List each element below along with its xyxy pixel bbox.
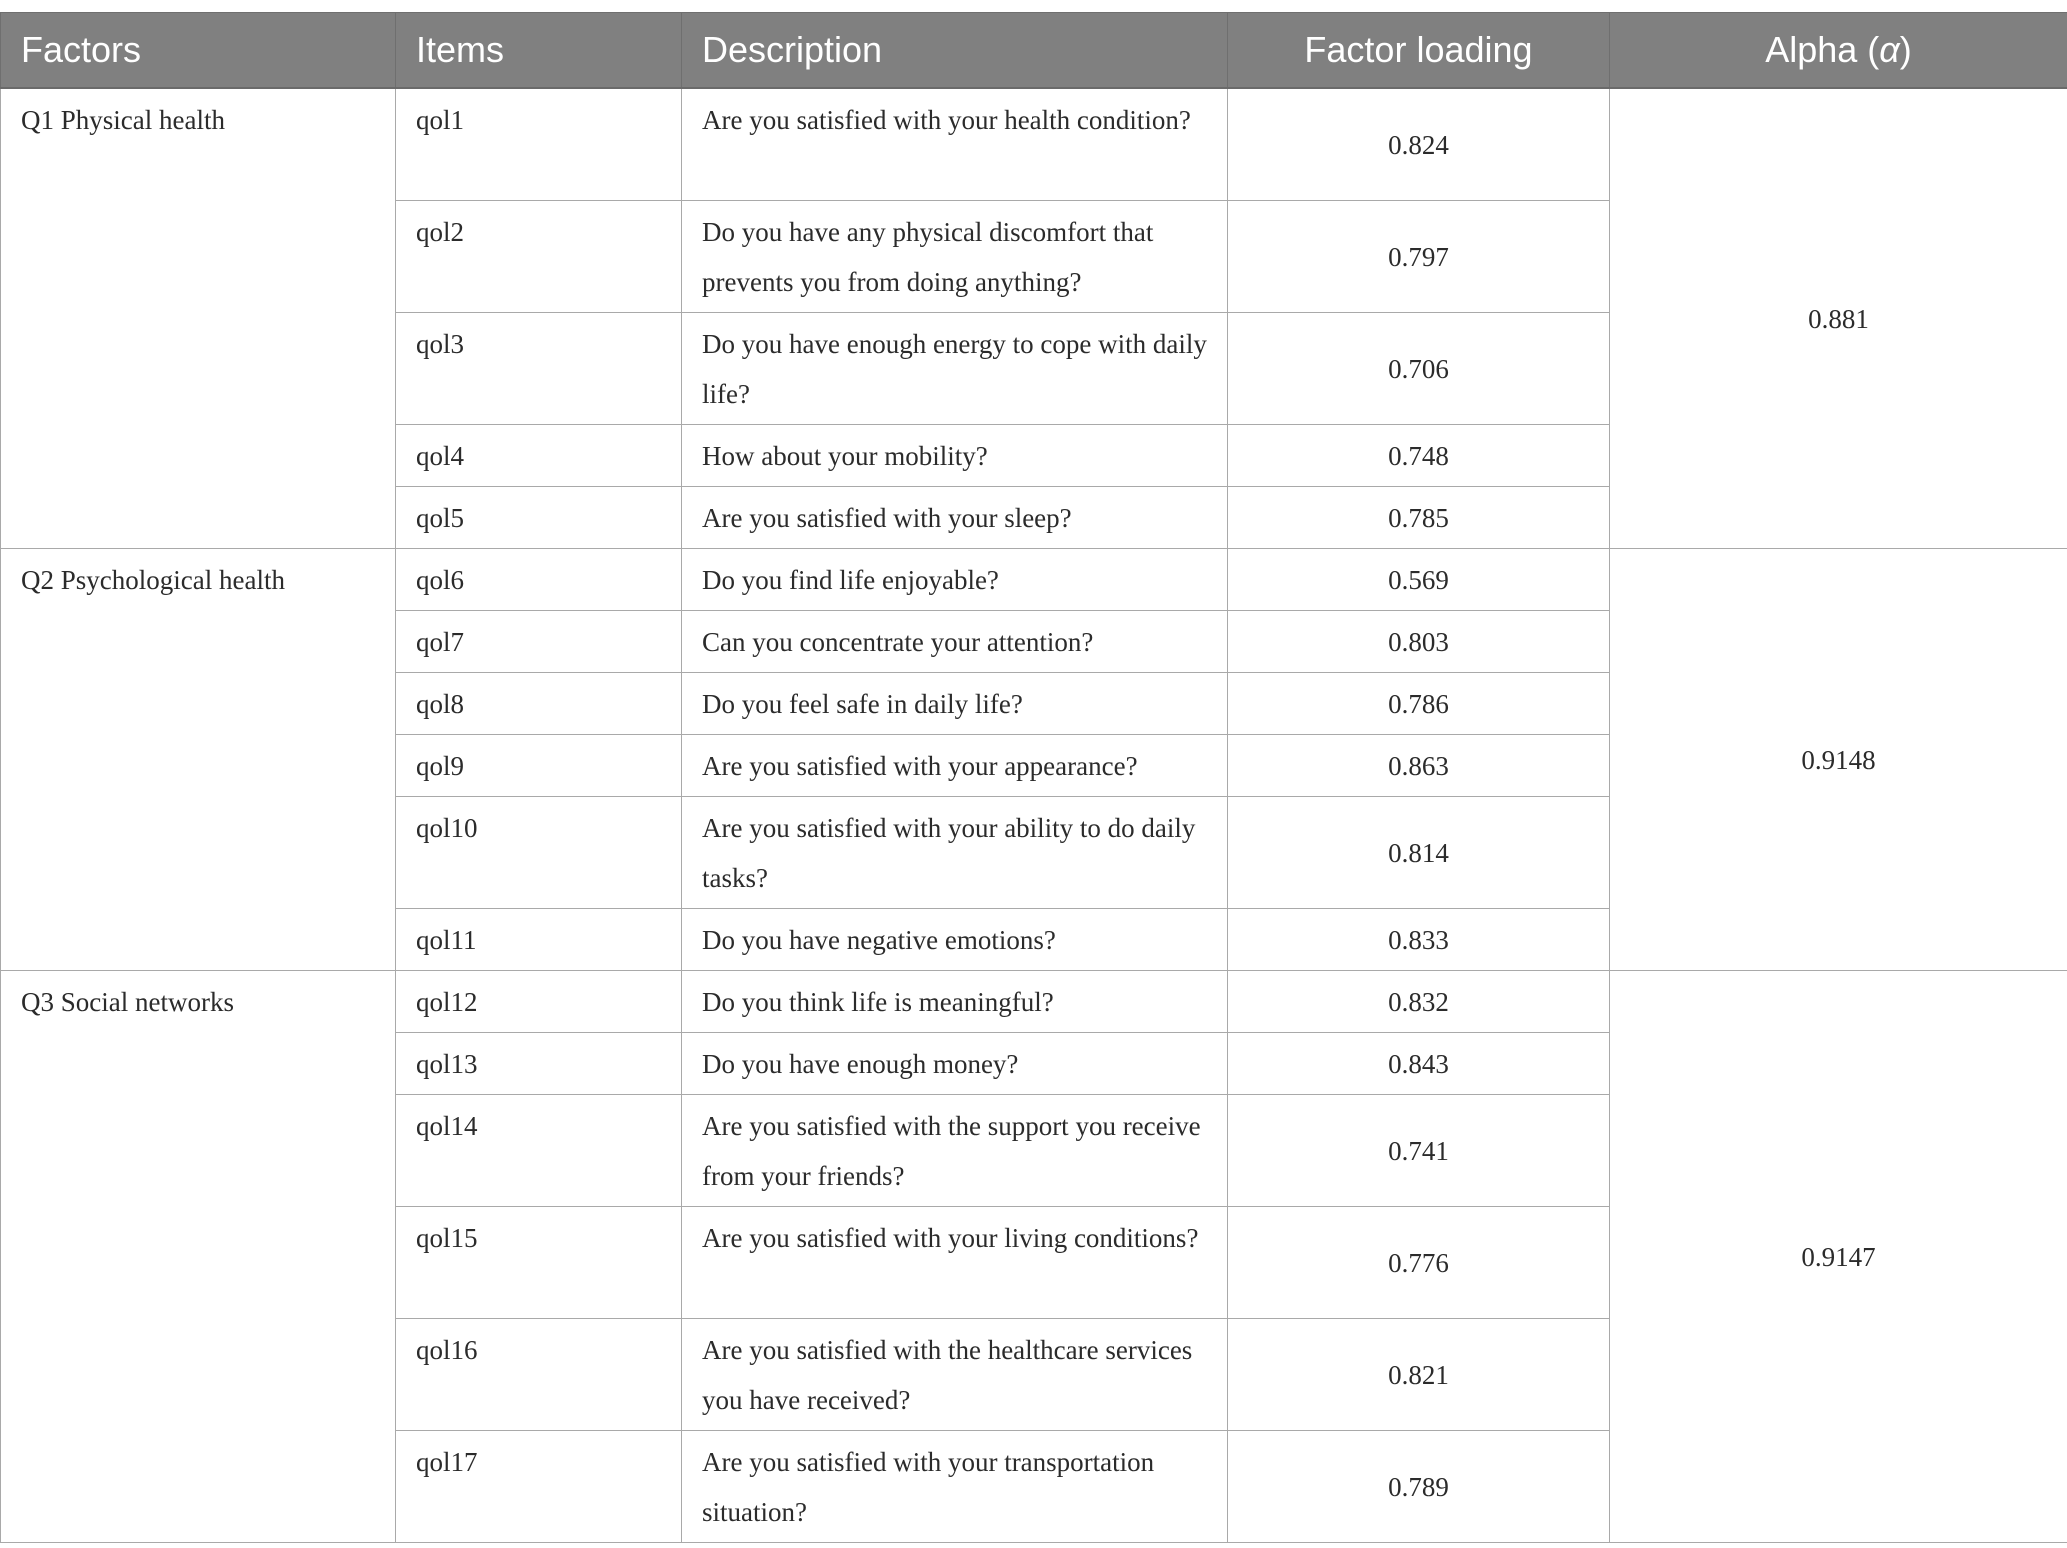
item-cell: qol5	[396, 487, 682, 549]
header-factors: Factors	[1, 13, 396, 89]
loading-cell: 0.824	[1228, 88, 1610, 201]
description-cell: Do you have enough energy to cope with daily life?	[682, 313, 1228, 425]
description-cell: Do you have any physical discomfort that prevents you from doing anything?	[682, 201, 1228, 313]
description-cell: Can you concentrate your attention?	[682, 611, 1228, 673]
factor-cell: Q1 Physical health	[1, 88, 396, 549]
header-factor-loading: Factor loading	[1228, 13, 1610, 89]
header-alpha-suffix: )	[1899, 29, 1912, 70]
item-cell: qol11	[396, 909, 682, 971]
loading-cell: 0.797	[1228, 201, 1610, 313]
table-row	[1, 971, 2067, 1033]
item-cell: qol15	[396, 1207, 682, 1319]
header-items: Items	[396, 13, 682, 89]
description-cell: Are you satisfied with the healthcare services you have received?	[682, 1319, 1228, 1431]
loading-cell: 0.843	[1228, 1033, 1610, 1095]
description-cell: Are you satisfied with your health condition?	[682, 88, 1228, 201]
description-cell: Are you satisfied with your sleep?	[682, 487, 1228, 549]
loading-cell: 0.569	[1228, 549, 1610, 611]
item-cell: qol8	[396, 673, 682, 735]
table-row	[1, 549, 2067, 611]
factor-cell: Q2 Psychological health	[1, 549, 396, 971]
item-cell: qol10	[396, 797, 682, 909]
item-cell: qol13	[396, 1033, 682, 1095]
item-cell: qol3	[396, 313, 682, 425]
item-cell: qol17	[396, 1431, 682, 1543]
item-cell: qol12	[396, 971, 682, 1033]
item-cell: qol16	[396, 1319, 682, 1431]
item-cell: qol6	[396, 549, 682, 611]
description-cell: Are you satisfied with your ability to do daily tasks?	[682, 797, 1228, 909]
header-row	[1, 13, 2067, 89]
loading-cell: 0.789	[1228, 1431, 1610, 1543]
description-cell: Do you feel safe in daily life?	[682, 673, 1228, 735]
item-cell: qol14	[396, 1095, 682, 1207]
item-cell: qol7	[396, 611, 682, 673]
description-cell: Do you have negative emotions?	[682, 909, 1228, 971]
description-cell: Do you have enough money?	[682, 1033, 1228, 1095]
header-alpha	[1610, 13, 2067, 89]
item-cell: qol1	[396, 88, 682, 201]
header-alpha-prefix: Alpha (	[1765, 29, 1880, 70]
loading-cell: 0.776	[1228, 1207, 1610, 1319]
description-cell: Are you satisfied with your appearance?	[682, 735, 1228, 797]
alpha-cell: 0.9147	[1610, 971, 2067, 1543]
item-cell: qol4	[396, 425, 682, 487]
factor-cell: Q3 Social networks	[1, 971, 396, 1543]
loading-cell: 0.786	[1228, 673, 1610, 735]
loading-cell: 0.821	[1228, 1319, 1610, 1431]
alpha-symbol: α	[1879, 29, 1900, 70]
header-description: Description	[682, 13, 1228, 89]
alpha-cell: 0.9148	[1610, 549, 2067, 971]
loading-cell: 0.832	[1228, 971, 1610, 1033]
loading-cell: 0.785	[1228, 487, 1610, 549]
description-cell: Are you satisfied with your transportation situation?	[682, 1431, 1228, 1543]
item-cell: qol9	[396, 735, 682, 797]
loading-cell: 0.748	[1228, 425, 1610, 487]
description-cell: Are you satisfied with the support you receive from your friends?	[682, 1095, 1228, 1207]
loading-cell: 0.814	[1228, 797, 1610, 909]
loading-cell: 0.803	[1228, 611, 1610, 673]
factor-loading-table	[0, 12, 2067, 1543]
item-cell: qol2	[396, 201, 682, 313]
loading-cell: 0.741	[1228, 1095, 1610, 1207]
loading-cell: 0.863	[1228, 735, 1610, 797]
table-row	[1, 88, 2067, 201]
alpha-cell: 0.881	[1610, 88, 2067, 549]
description-cell: Do you think life is meaningful?	[682, 971, 1228, 1033]
loading-cell: 0.706	[1228, 313, 1610, 425]
description-cell: Do you find life enjoyable?	[682, 549, 1228, 611]
description-cell: How about your mobility?	[682, 425, 1228, 487]
description-cell: Are you satisfied with your living conditions?	[682, 1207, 1228, 1319]
loading-cell: 0.833	[1228, 909, 1610, 971]
